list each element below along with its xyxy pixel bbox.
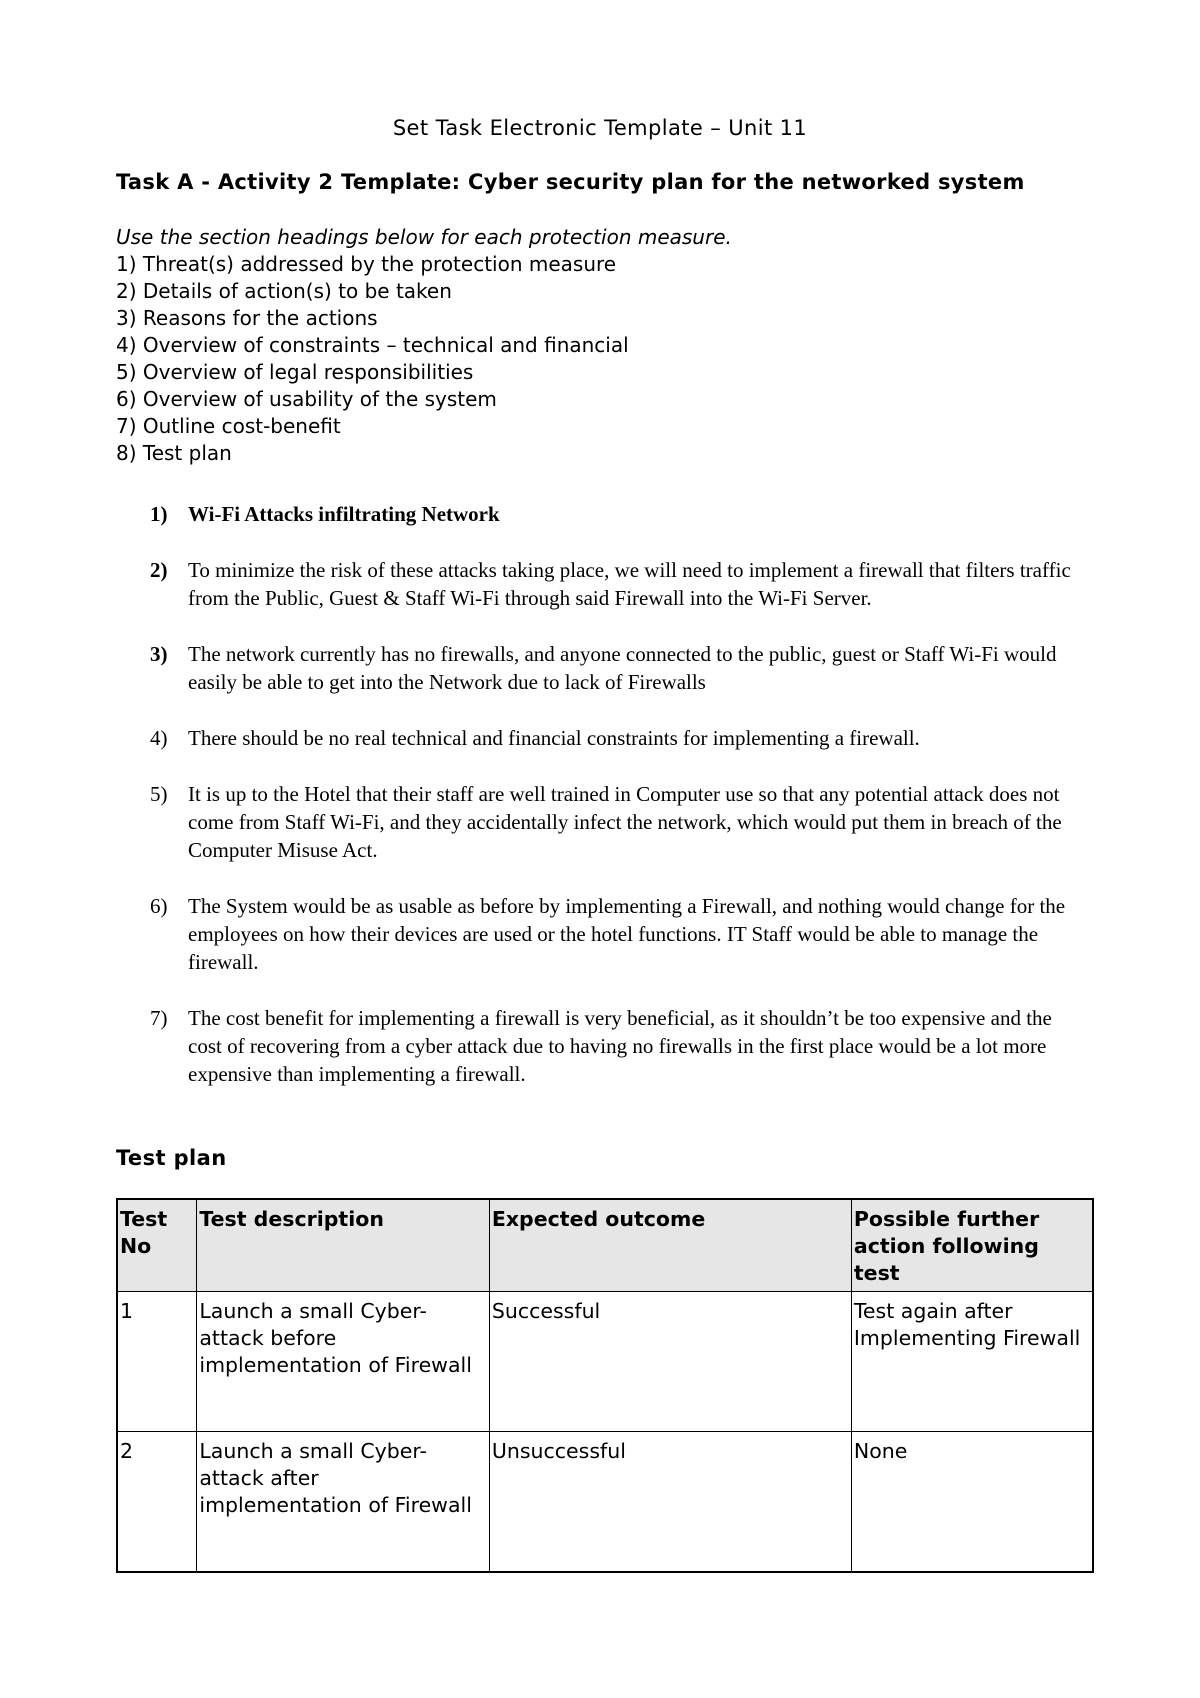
instruction-item: 6) Overview of usability of the system: [116, 387, 497, 411]
answer-text: To minimize the risk of these attacks taking place, we will need to implement a firewall that filters traffic from the Public, Guest & Staff Wi-Fi through said Firewall into the Wi-Fi Server.: [188, 558, 1071, 610]
instructions-intro: Use the section headings below for each protection measure.: [116, 225, 732, 249]
answer-text: The cost benefit for implementing a firewall is very beneficial, as it shouldn’t be too expensive and the cost of recovering from a cyber attack due to having no firewalls in the first place would be a lot more expensive than implementing a firewall.: [188, 1006, 1052, 1086]
answer-number: 2): [150, 558, 168, 582]
column-header: Expected outcome: [489, 1199, 851, 1292]
table-cell: Launch a small Cyber-attack before implementation of Firewall: [197, 1292, 489, 1432]
table-header-row: [117, 1199, 1093, 1292]
table-cell: Unsuccessful: [489, 1432, 851, 1572]
answer-text: There should be no real technical and financial constraints for implementing a firewall.: [188, 726, 920, 750]
answer-number: 7): [150, 1006, 168, 1030]
answer-number: 4): [150, 726, 168, 750]
instruction-item: 5) Overview of legal responsibilities: [116, 360, 474, 384]
table-row: [117, 1292, 1093, 1432]
instruction-item: 8) Test plan: [116, 441, 232, 465]
answer-number: 5): [150, 782, 168, 806]
test-plan-table: [116, 1198, 1094, 1573]
instruction-item: 7) Outline cost-benefit: [116, 414, 341, 438]
column-header: Possible further action following test: [851, 1199, 1093, 1292]
answer-item: [150, 780, 1090, 864]
column-header: Test description: [197, 1199, 489, 1292]
answer-text: Wi-Fi Attacks infiltrating Network: [188, 502, 500, 526]
answers-list: [150, 500, 1090, 1116]
test-plan-heading: Test plan: [116, 1146, 227, 1170]
instruction-item: 3) Reasons for the actions: [116, 306, 378, 330]
answer-item: [150, 640, 1090, 696]
table-row: [117, 1432, 1093, 1572]
table-cell: Test again after Implementing Firewall: [851, 1292, 1093, 1432]
answer-text: It is up to the Hotel that their staff are well trained in Computer use so that any potential attack does not come from Staff Wi-Fi, and they accidentally infect the network, which would put them in breach of the Computer Misuse Act.: [188, 782, 1062, 862]
answer-item: [150, 724, 1090, 752]
answer-number: 3): [150, 642, 168, 666]
instruction-item: 1) Threat(s) addressed by the protection measure: [116, 252, 617, 276]
column-header: Test No: [117, 1199, 197, 1292]
table-cell: Launch a small Cyber-attack after implementation of Firewall: [197, 1432, 489, 1572]
answer-item: [150, 892, 1090, 976]
task-heading: Task A - Activity 2 Template: Cyber security plan for the networked system: [116, 170, 1025, 194]
answer-text: The System would be as usable as before by implementing a Firewall, and nothing would change for the employees on how their devices are used or the hotel functions. IT Staff would be able to manage the firewall.: [188, 894, 1066, 974]
document-title: Set Task Electronic Template – Unit 11: [392, 116, 808, 140]
answer-item: [150, 556, 1090, 612]
table-cell: 2: [117, 1432, 197, 1572]
instructions-list: [116, 224, 732, 467]
table-cell: Successful: [489, 1292, 851, 1432]
table-cell: None: [851, 1432, 1093, 1572]
answer-item: [150, 1004, 1090, 1088]
answer-number: 1): [150, 502, 168, 526]
instruction-item: 4) Overview of constraints – technical and financial: [116, 333, 629, 357]
table-cell: 1: [117, 1292, 197, 1432]
answer-number: 6): [150, 894, 168, 918]
answer-item: [150, 500, 1090, 528]
instruction-item: 2) Details of action(s) to be taken: [116, 279, 452, 303]
answer-text: The network currently has no firewalls, and anyone connected to the public, guest or Staff Wi-Fi would easily be able to get into the Network due to lack of Firewalls: [188, 642, 1057, 694]
